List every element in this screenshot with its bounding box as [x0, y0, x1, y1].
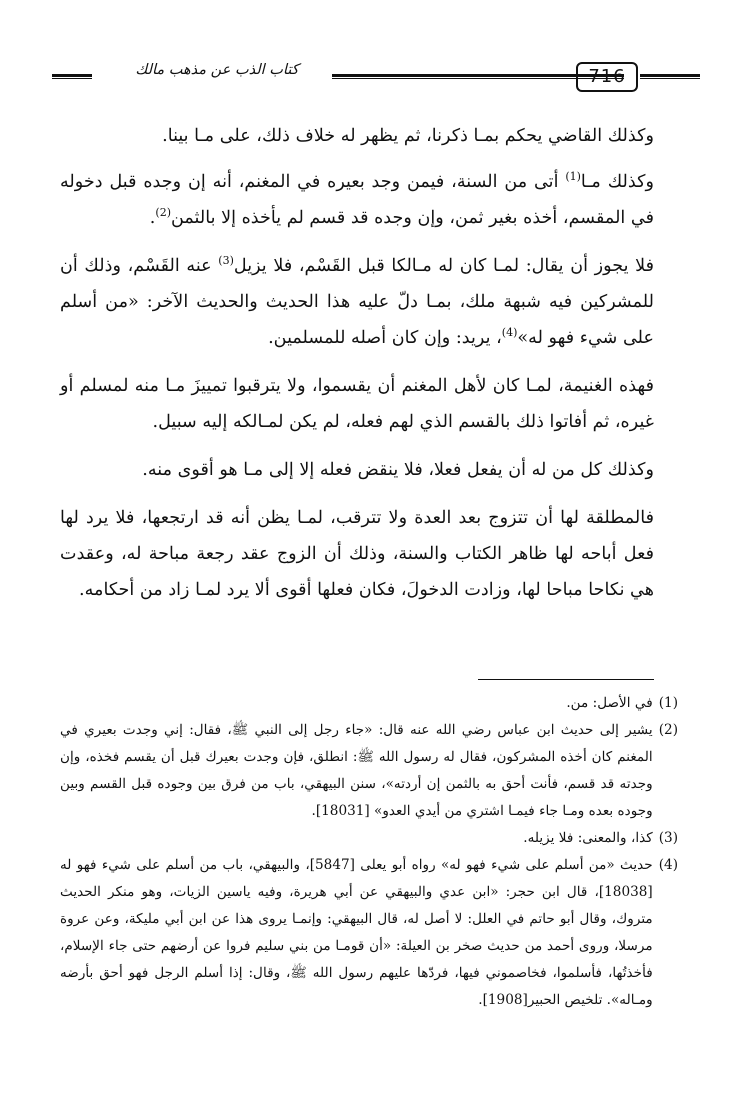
- footnote-text: حديث «من أسلم على شيء فهو له» رواه أبو يعلى [5847]، والبيهقي، باب من أسلم على شيء فهو له [18038]، قال ابن حجر: «ابن عدي والبيهقي عن أبي هريرة، وفيه ياسين الزيات، وهو منكر الحديث متروك، وقال أبو حاتم في العلل: لا أصل له، قال البيهقي: وإنمـا يروى هذا عن ابن أبي مليكة، وعن عروة مرسلا، وروى أحمد من حديث صخر بن العيلة: «أن قومـا من بني سليم فروا عن أرضهم حتى جاء الإسلام، فأخذتُها، فأسلموا، فخاصموني فيها، فردّها عليهم رسول الله ﷺ، وقال: إذا أسلم الرجل فهو أحق بأرضه ومـاله». تلخيص الحبير[1908].: [60, 857, 653, 1008]
- page-header: [52, 60, 700, 94]
- footnote-number: (3): [658, 830, 678, 846]
- footnote-number: (2): [658, 722, 678, 738]
- footnote-3: [60, 825, 678, 852]
- footnote-text: يشير إلى حديث ابن عباس رضي الله عنه قال: «جاء رجل إلى النبي ﷺ، فقال: إني وجدت بعيري في المغنم كان أخذه المشركون، فقال له رسول الله ﷺ: انطلق، فإن وجدت بعيرك قبل أن يقسم فخذه، وإن وجدته قد قسم، فأنت أحق به بالثمن إن أردته»، سنن البيهقي، باب من فرق بين وجوده قبل القسم وبين وجوده بعده ومـا جاء فيمـا اشتري من أيدي العدو» [18031].: [60, 722, 653, 819]
- paragraph-2: وكذلك مـا$^{(1)}$ أتى من السنة، فيمن وجد بعيره في المغنم، أنه إن وجده قبل دخوله في المقسم، أخذه بغير ثمن، وإن وجده قد قسم لم يأخذه إلا بالثمن$^{(2)}$.: [60, 170, 655, 228]
- header-rule-left: [52, 74, 92, 79]
- footnote-4: [60, 852, 678, 1014]
- paragraph-6: فالمطلقة لها أن تتزوج بعد العدة ولا تترقب، لمـا يظن أنه قد ارتجعها، فلا يرد لها فعل أباحه لها ظاهر الكتاب والسنة، وذلك أن الزوج عقد رجعة مباحة له، وعقدت هي نكاحا مباحا لها، وزادت الدخولَ، فكان فعلها أقوى ألا يرد لمـا زاد من أحكامه.: [60, 508, 654, 600]
- running-title: كتاب الذب عن مذهب مالك: [135, 62, 299, 78]
- footnote-2: [60, 717, 678, 825]
- footnote-number: (1): [658, 695, 678, 711]
- page-number: 716: [576, 62, 638, 92]
- footnote-separator: [478, 679, 654, 680]
- paragraph-3: فلا يجوز أن يقال: لمـا كان له مـالكا قبل القَسْم، فلا يزيل$^{(3)}$ عنه القَسْم، وذلك أن للمشركين فيه شبهة ملك، بمـا دلّ عليه هذا الحديث والحديث الآخر: «من أسلم على شيء فهو له»$^{(4)}$، يريد: وإن كان أصله للمسلمين.: [60, 254, 654, 348]
- footnote-ref-2[interactable]: (2): [155, 206, 171, 220]
- footnote-number: (4): [658, 857, 678, 873]
- paragraph-1: وكذلك القاضي يحكم بمـا ذكرنا، ثم يظهر له خلاف ذلك، على مـا بينا.: [162, 126, 654, 146]
- footnote-ref-3[interactable]: (3): [218, 254, 234, 268]
- footnote-ref-4[interactable]: (4): [501, 326, 518, 340]
- header-rule-right: [640, 74, 700, 79]
- main-text: [60, 118, 654, 620]
- paragraph-5: وكذلك كل من له أن يفعل فعلا، فلا ينقض فعله إلا إلى مـا هو أقوى منه.: [142, 460, 654, 480]
- header-rule-middle: [332, 74, 624, 79]
- footnote-1: [60, 690, 678, 717]
- footnote-text: كذا، والمعنى: فلا يزيله.: [523, 830, 653, 846]
- paragraph-4: فهذه الغنيمة، لمـا كان لأهل المغنم أن يقسموا، ولا يترقبوا تمييزَ مـا منه لمسلم أو غيره، ثم أفاتوا ذلك بالقسم الذي لهم فعله، لم يكن لمـالكه إليه سبيل.: [60, 376, 654, 432]
- footnote-ref-1[interactable]: (1): [565, 170, 581, 184]
- footnote-text: في الأصل: من.: [566, 695, 653, 711]
- footnotes: [60, 690, 678, 1014]
